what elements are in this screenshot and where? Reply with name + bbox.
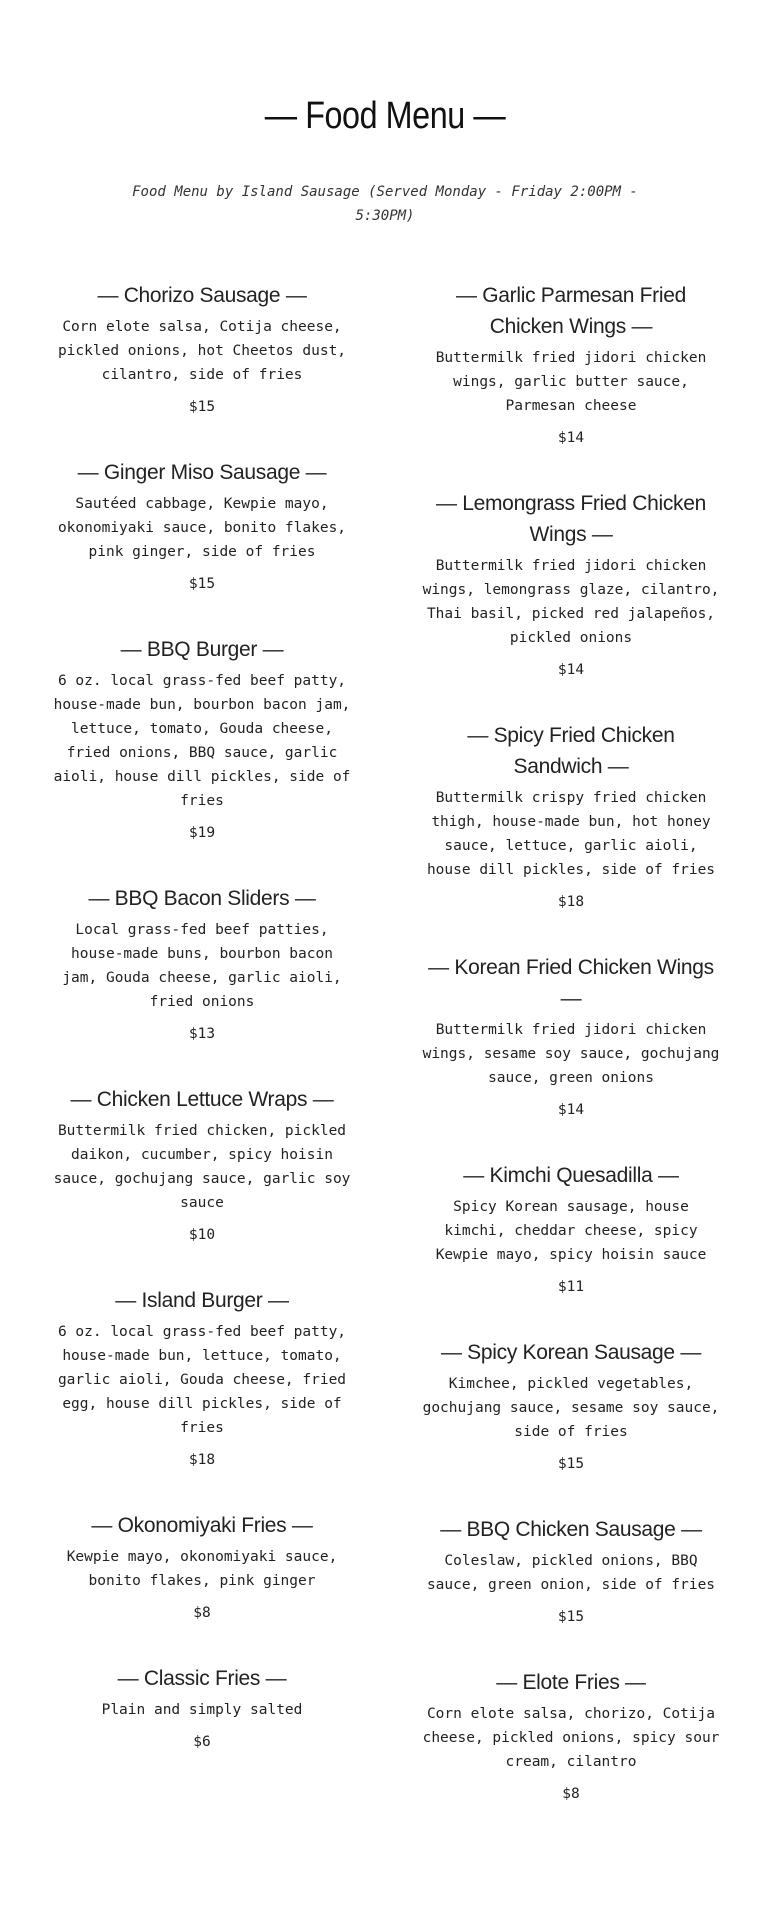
menu-item-name: — Chorizo Sausage — bbox=[97, 284, 307, 307]
menu-item-description: Buttermilk fried jidori chicken wings, garlic butter sauce, Parmesan cheese bbox=[435, 350, 707, 414]
menu-item bbox=[52, 1084, 352, 1247]
menu-item-description: Plain and simply salted bbox=[101, 1702, 303, 1718]
menu-item-name: — Chicken Lettuce Wraps — bbox=[70, 1088, 334, 1111]
page-title: — Food Menu — bbox=[264, 95, 506, 137]
menu-item-name: — Kimchi Quesadilla — bbox=[463, 1164, 679, 1187]
menu-item-price: $19 bbox=[188, 825, 216, 841]
menu-item-price: $15 bbox=[188, 399, 216, 415]
menu-item-price: $15 bbox=[188, 576, 216, 592]
menu-item-price: $15 bbox=[557, 1456, 585, 1472]
right-menu-column bbox=[421, 280, 721, 1806]
menu-item bbox=[52, 1510, 352, 1625]
menu-item bbox=[421, 952, 721, 1122]
menu-item-name: — Lemongrass Fried Chicken Wings — bbox=[436, 492, 706, 546]
menu-item-description: 6 oz. local grass-fed beef patty, house-made bun, bourbon bacon jam, lettuce, tomato, Gouda cheese, fried onions, BBQ sauce, garlic aioli, house dill pickles, side of fries bbox=[53, 673, 351, 809]
menu-item-name: — Island Burger — bbox=[115, 1289, 289, 1312]
menu-item bbox=[52, 457, 352, 596]
menu-item-description: Buttermilk crispy fried chicken thigh, house-made bun, hot honey sauce, lettuce, garlic aioli, house dill pickles, side of fries bbox=[426, 790, 716, 878]
menu-item bbox=[421, 720, 721, 914]
menu-item-description: Kimchee, pickled vegetables, gochujang sauce, sesame soy sauce, side of fries bbox=[422, 1376, 720, 1440]
menu-item bbox=[421, 280, 721, 450]
menu-item bbox=[52, 1285, 352, 1472]
menu-item-description: Corn elote salsa, chorizo, Cotija cheese, pickled onions, spicy sour cream, cilantro bbox=[422, 1706, 720, 1770]
menu-item bbox=[52, 883, 352, 1046]
menu-item-description: Kewpie mayo, okonomiyaki sauce, bonito flakes, pink ginger bbox=[66, 1549, 338, 1589]
menu-item-name: — Korean Fried Chicken Wings — bbox=[428, 956, 714, 1010]
menu-item bbox=[52, 1663, 352, 1754]
menu-item bbox=[421, 488, 721, 682]
menu-item-price: $14 bbox=[557, 662, 585, 678]
menu-item-description: Local grass-fed beef patties, house-made buns, bourbon bacon jam, Gouda cheese, garlic aioli, fried onions bbox=[62, 922, 342, 1010]
menu-item-description: Corn elote salsa, Cotija cheese, pickled onions, hot Cheetos dust, cilantro, side of fries bbox=[57, 319, 347, 383]
menu-item-price: $8 bbox=[562, 1786, 580, 1802]
menu-item-description: Spicy Korean sausage, house kimchi, cheddar cheese, spicy Kewpie mayo, spicy hoisin sauce bbox=[435, 1199, 707, 1263]
menu-item-price: $15 bbox=[557, 1609, 585, 1625]
menu-item-description: Coleslaw, pickled onions, BBQ sauce, green onion, side of fries bbox=[426, 1553, 716, 1593]
menu-item-name: — Garlic Parmesan Fried Chicken Wings — bbox=[456, 284, 686, 338]
menu-item-description: Buttermilk fried jidori chicken wings, lemongrass glaze, cilantro, Thai basil, picked red jalapeños, pickled onions bbox=[422, 558, 720, 646]
menu-item-name: — BBQ Bacon Sliders — bbox=[88, 887, 316, 910]
menu-subtitle: Food Menu by Island Sausage (Served Monday - Friday 2:00PM - 5:30PM) bbox=[132, 184, 638, 224]
menu-item bbox=[421, 1667, 721, 1806]
menu-item bbox=[52, 634, 352, 845]
menu-item-price: $11 bbox=[557, 1279, 585, 1295]
menu-item-description: Buttermilk fried jidori chicken wings, sesame soy sauce, gochujang sauce, green onions bbox=[422, 1022, 720, 1086]
menu-item-price: $8 bbox=[193, 1605, 211, 1621]
menu-item-price: $18 bbox=[188, 1452, 216, 1468]
left-menu-column bbox=[52, 280, 352, 1754]
menu-item-name: — Spicy Fried Chicken Sandwich — bbox=[467, 724, 675, 778]
menu-item-description: 6 oz. local grass-fed beef patty, house-made bun, lettuce, tomato, garlic aioli, Gouda cheese, fried egg, house dill pickles, side of fries bbox=[57, 1324, 347, 1436]
menu-item-price: $10 bbox=[188, 1227, 216, 1243]
menu-item-price: $14 bbox=[557, 1102, 585, 1118]
menu-item-description: Sautéed cabbage, Kewpie mayo, okonomiyaki sauce, bonito flakes, pink ginger, side of fries bbox=[57, 496, 347, 560]
menu-item-name: — Ginger Miso Sausage — bbox=[77, 461, 327, 484]
menu-item bbox=[421, 1514, 721, 1629]
menu-item-name: — Classic Fries — bbox=[117, 1667, 287, 1690]
menu-item-description: Buttermilk fried chicken, pickled daikon, cucumber, spicy hoisin sauce, gochujang sauce, garlic soy sauce bbox=[53, 1123, 351, 1211]
menu-item-name: — Spicy Korean Sausage — bbox=[440, 1341, 702, 1364]
menu-item-price: $18 bbox=[557, 894, 585, 910]
menu-item-price: $6 bbox=[193, 1734, 211, 1750]
menu-item-price: $14 bbox=[557, 430, 585, 446]
menu-item-name: — Okonomiyaki Fries — bbox=[91, 1514, 313, 1537]
menu-item-name: — BBQ Chicken Sausage — bbox=[440, 1518, 702, 1541]
menu-item-price: $13 bbox=[188, 1026, 216, 1042]
menu-item bbox=[421, 1160, 721, 1299]
menu-item bbox=[421, 1337, 721, 1476]
menu-item-name: — BBQ Burger — bbox=[120, 638, 284, 661]
menu-item bbox=[52, 280, 352, 419]
menu-item-name: — Elote Fries — bbox=[496, 1671, 646, 1694]
